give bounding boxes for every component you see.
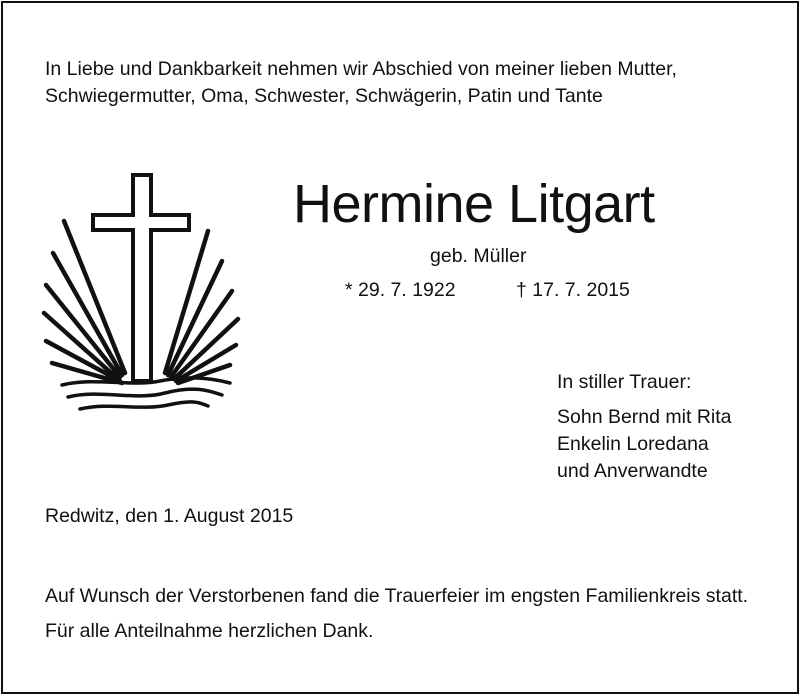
thanks-line: Für alle Anteilnahme herzlichen Dank. [45, 620, 374, 642]
deceased-name: Hermine Litgart [293, 174, 655, 234]
cross-sunrise-icon [40, 173, 260, 413]
intro-text [45, 56, 755, 110]
intro-line-1: In Liebe und Dankbarkeit nehmen wir Abschied von meiner lieben Mutter, [45, 58, 677, 80]
mourner-line: Sohn Bernd mit Rita [557, 406, 732, 428]
death-date: † 17. 7. 2015 [516, 279, 630, 301]
mourner-line: und Anverwandte [557, 460, 708, 482]
place-date: Redwitz, den 1. August 2015 [45, 505, 294, 527]
ceremony-note: Auf Wunsch der Verstorbenen fand die Trauerfeier im engsten Familienkreis statt. [45, 585, 749, 607]
mourner-line: Enkelin Loredana [557, 433, 709, 455]
mourners-heading: In stiller Trauer: [557, 371, 692, 393]
birth-date: * 29. 7. 1922 [345, 279, 456, 301]
maiden-name: geb. Müller [430, 245, 527, 267]
intro-line-2: Schwiegermutter, Oma, Schwester, Schwägerin, Patin und Tante [45, 85, 603, 107]
